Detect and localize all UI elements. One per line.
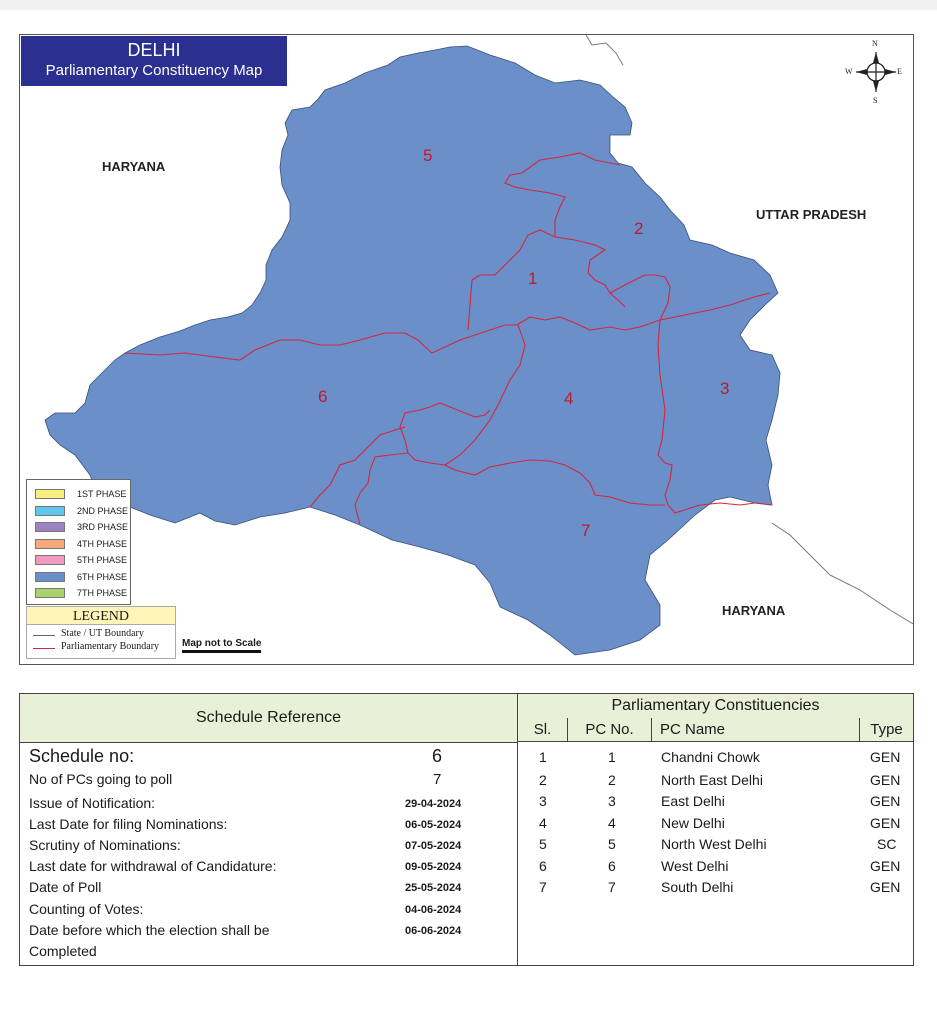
schedule-row-value: 6	[432, 746, 443, 766]
schedule-row-label: Date of Poll	[29, 879, 102, 895]
legend-key	[26, 625, 176, 659]
legend-phase-1: 1ST PHASE	[35, 488, 126, 500]
compass-e: E	[897, 67, 902, 76]
col-pc-no: PC No.	[568, 718, 652, 742]
legend-title: LEGEND	[26, 606, 176, 625]
schedule-row-value: 06-06-2024	[405, 925, 462, 937]
legend-phase-5: 5TH PHASE	[35, 554, 127, 566]
schedule-row-value: 06-05-2024	[405, 819, 462, 831]
pc-label-6: 6	[318, 387, 328, 406]
pc-label-5: 5	[423, 146, 433, 165]
col-pc-name: PC Name	[652, 718, 860, 742]
map-subtitle: Parliamentary Constituency Map	[45, 62, 263, 79]
schedule-row-label: Date before which the election shall be	[29, 922, 270, 938]
pc-label-4: 4	[564, 389, 574, 408]
pc-label-3: 3	[720, 379, 730, 398]
phase-legend	[26, 479, 131, 605]
legend-phase-4: 4TH PHASE	[35, 538, 127, 550]
region-uttar-pradesh: UTTAR PRADESH	[756, 207, 867, 222]
schedule-row-label: Scrutiny of Nominations:	[29, 837, 181, 853]
delhi-territory	[45, 46, 780, 655]
schedule-row-label: Counting of Votes:	[29, 901, 144, 917]
constituencies-heading: Parliamentary Constituencies	[518, 694, 913, 719]
col-type: Type	[860, 718, 913, 742]
legend-pc-boundary: Parliamentary Boundary	[61, 641, 160, 652]
region-haryana-north: HARYANA	[102, 159, 166, 174]
legend-phase-2: 2ND PHASE	[35, 505, 128, 517]
pc-label-2: 2	[634, 219, 644, 238]
schedule-row-label: Last date for withdrawal of Candidature:	[29, 858, 277, 874]
schedule-row-label: Last Date for filing Nominations:	[29, 816, 228, 832]
compass-n: N	[872, 39, 878, 48]
schedule-row-value: 7	[433, 771, 442, 788]
pc-boundary-line	[33, 648, 55, 649]
region-haryana-south: HARYANA	[722, 603, 786, 618]
legend-state-boundary: State / UT Boundary	[61, 628, 144, 639]
schedule-row-value: 25-05-2024	[405, 882, 462, 894]
schedule-row-value: 09-05-2024	[405, 861, 462, 873]
schedule-heading: Schedule Reference	[20, 694, 518, 743]
schedule-completed-label: Completed	[29, 943, 97, 959]
col-sl: Sl.	[518, 718, 568, 742]
legend-phase-3: 3RD PHASE	[35, 521, 128, 533]
delhi-map	[20, 35, 914, 665]
scale-note: Map not to Scale	[182, 638, 261, 653]
schedule-row-value: 29-04-2024	[405, 798, 462, 810]
schedule-row-value: 07-05-2024	[405, 840, 462, 852]
map-frame	[19, 34, 914, 665]
map-title-box	[21, 36, 287, 86]
compass-s: S	[873, 96, 878, 105]
schedule-row-value: 04-06-2024	[405, 904, 462, 916]
legend-phase-7: 7TH PHASE	[35, 587, 127, 599]
schedule-row-label: No of PCs going to poll	[29, 771, 173, 787]
schedule-row-label: Issue of Notification:	[29, 795, 156, 811]
map-title: DELHI	[127, 40, 181, 60]
pc-label-1: 1	[528, 269, 538, 288]
compass-icon	[842, 39, 902, 107]
schedule-table: Schedule Reference Parliamentary Constituencies Sl. PC No. PC Name Type Schedule no: 6 No of PCs going to poll 7 Issue of Notification: 29-04-2024 Last Date for filing Nominations: 06-05-2024 Scrutiny of Nominations: 07-05-2024 Last date for withdrawal of Candidature: 09-05-2024 Date of Poll 25-05-2024 Counting of Votes: 04-06-2024 Date before which the election shall be 06-06-2024 Completed 1 1 Chandni Chowk GEN 2 2 North East Delhi GEN 3 3 East Delhi GEN 4 4 New Delhi GEN 5 5 North West Delhi SC 6 6 West Delhi GEN 7 7 South Delhi GEN	[19, 693, 914, 966]
pc-label-7: 7	[581, 521, 591, 540]
compass-w: W	[845, 67, 853, 76]
legend-phase-6: 6TH PHASE	[35, 571, 127, 583]
top-strip	[0, 0, 937, 10]
schedule-row-label: Schedule no:	[29, 746, 135, 766]
state-boundary-line	[33, 635, 55, 636]
